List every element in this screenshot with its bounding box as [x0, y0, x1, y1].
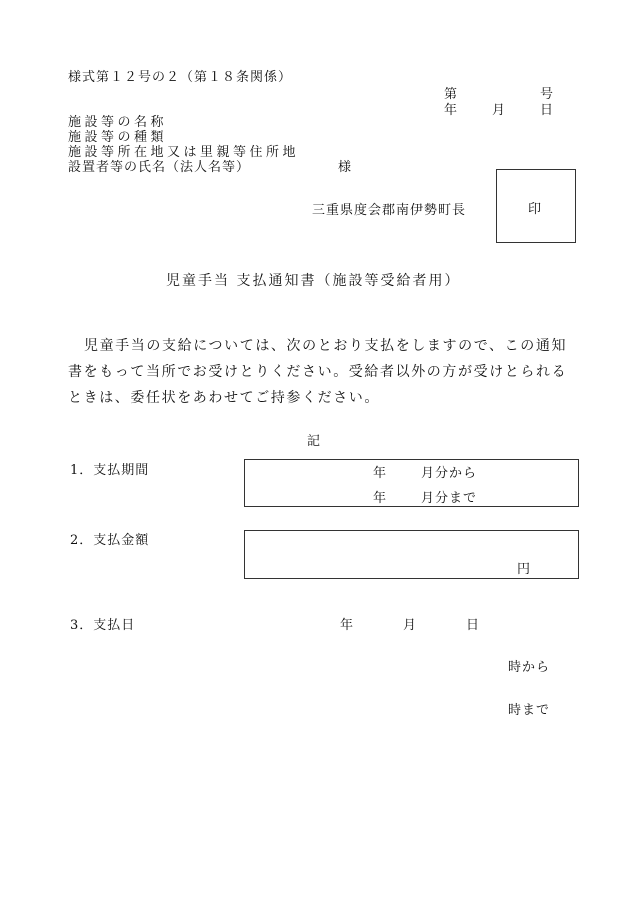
pay-month: 月: [403, 618, 418, 633]
payment-amount-label: 2．支払金額: [70, 533, 150, 548]
document-title: 児童手当 支払通知書（施設等受給者用）: [166, 273, 461, 289]
amount-unit: 円: [517, 562, 532, 577]
period-to-year: 年: [373, 491, 388, 506]
period-to: 月分まで: [421, 491, 478, 506]
seal-label: 印: [528, 202, 543, 217]
body-text: 児童手当の支給については、次のとおり支払をしますので、この通知書をもって当所でお受けとりください。受給者以外の方が受けとられるときは、委任状をあわせてご持参ください。: [68, 338, 568, 406]
period-from: 月分から: [421, 466, 478, 481]
period-from-year: 年: [373, 466, 388, 481]
doc-number-prefix: 第: [444, 87, 459, 102]
payment-amount-box: [244, 530, 579, 579]
date-month: 月: [492, 103, 507, 118]
time-from: 時から: [508, 660, 551, 675]
issuer-name: 三重県度会郡南伊勢町長: [312, 203, 467, 218]
facility-name-label: 施設等の名称: [68, 115, 168, 130]
payment-period-label: 1．支払期間: [70, 463, 150, 478]
time-to: 時まで: [508, 703, 551, 718]
pay-year: 年: [340, 618, 355, 633]
honorific-sama: 様: [338, 160, 353, 175]
body-paragraph: [68, 333, 568, 411]
payment-period-box: [244, 459, 579, 507]
facility-address-label: 施設等所在地又は里親等住所地: [68, 145, 300, 160]
seal-box: [496, 169, 576, 243]
establisher-name-label: 設置者等の氏名（法人名等）: [68, 160, 251, 175]
payment-day-label: 3．支払日: [70, 618, 136, 633]
pay-day: 日: [466, 618, 481, 633]
ki-heading: 記: [307, 434, 322, 449]
date-year: 年: [444, 103, 459, 118]
facility-type-label: 施設等の種類: [68, 130, 168, 145]
date-day: 日: [540, 103, 555, 118]
doc-number-suffix: 号: [540, 87, 555, 102]
form-number: 様式第１２号の２（第１８条関係）: [68, 70, 293, 85]
